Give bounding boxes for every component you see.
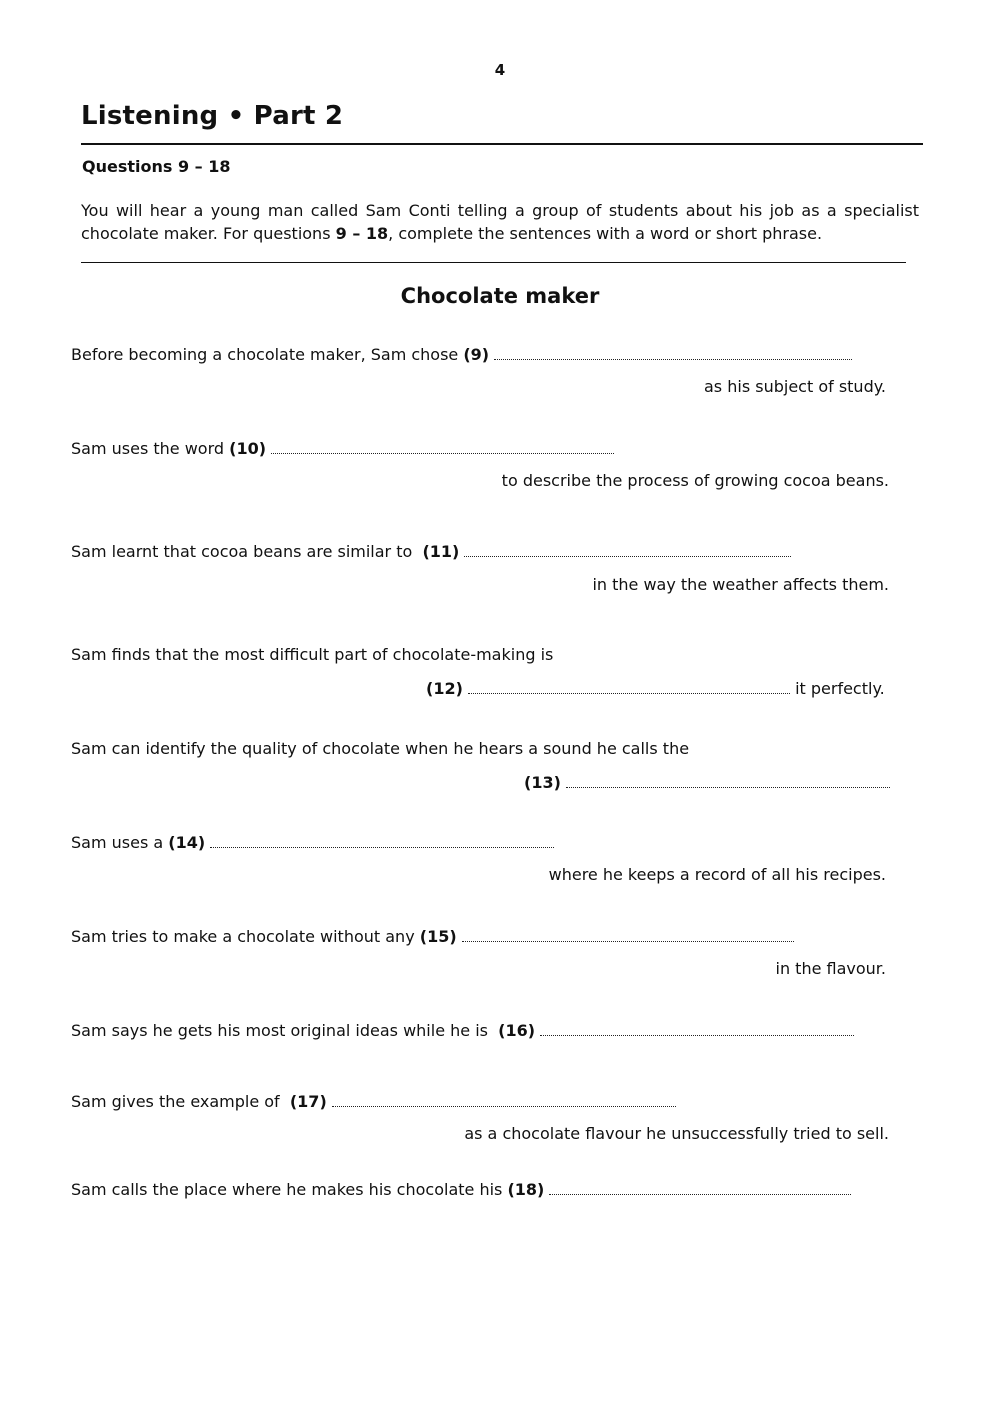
instructions-paragraph — [81, 199, 919, 245]
question-15-line — [71, 926, 794, 946]
question-14-answer-gap[interactable] — [210, 832, 554, 848]
question-10-answer-gap[interactable] — [271, 438, 614, 454]
question-14-line — [71, 832, 554, 852]
question-14-number: (14) — [168, 833, 206, 852]
question-9-continuation: as his subject of study. — [704, 377, 886, 396]
question-11-number: (11) — [422, 542, 460, 561]
question-12-answer-gap[interactable] — [468, 678, 790, 694]
question-11-line — [71, 541, 791, 561]
question-12-continuation: it perfectly. — [789, 679, 885, 698]
question-18-line — [71, 1179, 851, 1199]
question-17-continuation: as a chocolate flavour he unsuccessfully tried to sell. — [464, 1124, 889, 1143]
instructions-text-end: , complete the sentences with a word or short phrase. — [388, 224, 823, 243]
intro-divider — [81, 262, 906, 263]
question-16-line — [71, 1020, 854, 1040]
question-10-line — [71, 438, 614, 458]
question-13-answer-gap[interactable] — [566, 772, 890, 788]
question-11-answer-gap[interactable] — [464, 541, 791, 557]
part-title: Listening • Part 2 — [81, 101, 344, 131]
question-9-number: (9) — [463, 345, 490, 364]
question-10-continuation: to describe the process of growing cocoa beans. — [501, 471, 889, 490]
question-18-text: Sam calls the place where he makes his chocolate his — [71, 1180, 508, 1199]
question-18-number: (18) — [507, 1180, 545, 1199]
question-10-text: Sam uses the word — [71, 439, 230, 458]
question-9-answer-gap[interactable] — [494, 344, 852, 360]
question-17-answer-gap[interactable] — [332, 1091, 676, 1107]
question-14-continuation: where he keeps a record of all his recipes. — [548, 865, 886, 884]
question-9-line — [71, 344, 852, 364]
question-10-number: (10) — [229, 439, 267, 458]
question-12-line — [426, 678, 885, 698]
questions-range: Questions 9 – 18 — [82, 157, 231, 176]
question-16-answer-gap[interactable] — [540, 1020, 854, 1036]
question-14-text: Sam uses a — [71, 833, 169, 852]
page-number: 4 — [494, 61, 506, 79]
question-11-text: Sam learnt that cocoa beans are similar to — [71, 542, 423, 561]
question-17-number: (17) — [289, 1092, 327, 1111]
question-15-number: (15) — [419, 927, 457, 946]
question-13-line — [524, 772, 890, 792]
section-title: Chocolate maker — [400, 284, 600, 308]
question-16-text: Sam says he gets his most original ideas while he is — [71, 1021, 499, 1040]
question-12-text: Sam finds that the most difficult part of chocolate-making is — [71, 645, 554, 664]
question-16-number: (16) — [498, 1021, 536, 1040]
question-9-text: Before becoming a chocolate maker, Sam chose — [71, 345, 464, 364]
question-18-answer-gap[interactable] — [549, 1179, 851, 1195]
instructions-text: You will hear a young man called Sam Conti telling a group of students about his job as a specialist chocolate maker. For questions — [81, 201, 919, 243]
question-15-continuation: in the flavour. — [775, 959, 886, 978]
question-13-number: (13) — [524, 773, 561, 792]
question-13-text: Sam can identify the quality of chocolate when he hears a sound he calls the — [71, 739, 690, 758]
instructions-range: 9 – 18 — [335, 224, 389, 243]
question-12-number: (12) — [426, 679, 463, 698]
question-15-text: Sam tries to make a chocolate without any — [71, 927, 420, 946]
question-11-continuation: in the way the weather affects them. — [592, 575, 889, 594]
question-17-text: Sam gives the example of — [71, 1092, 290, 1111]
question-15-answer-gap[interactable] — [462, 926, 794, 942]
title-divider — [81, 143, 923, 145]
question-17-line — [71, 1091, 676, 1111]
